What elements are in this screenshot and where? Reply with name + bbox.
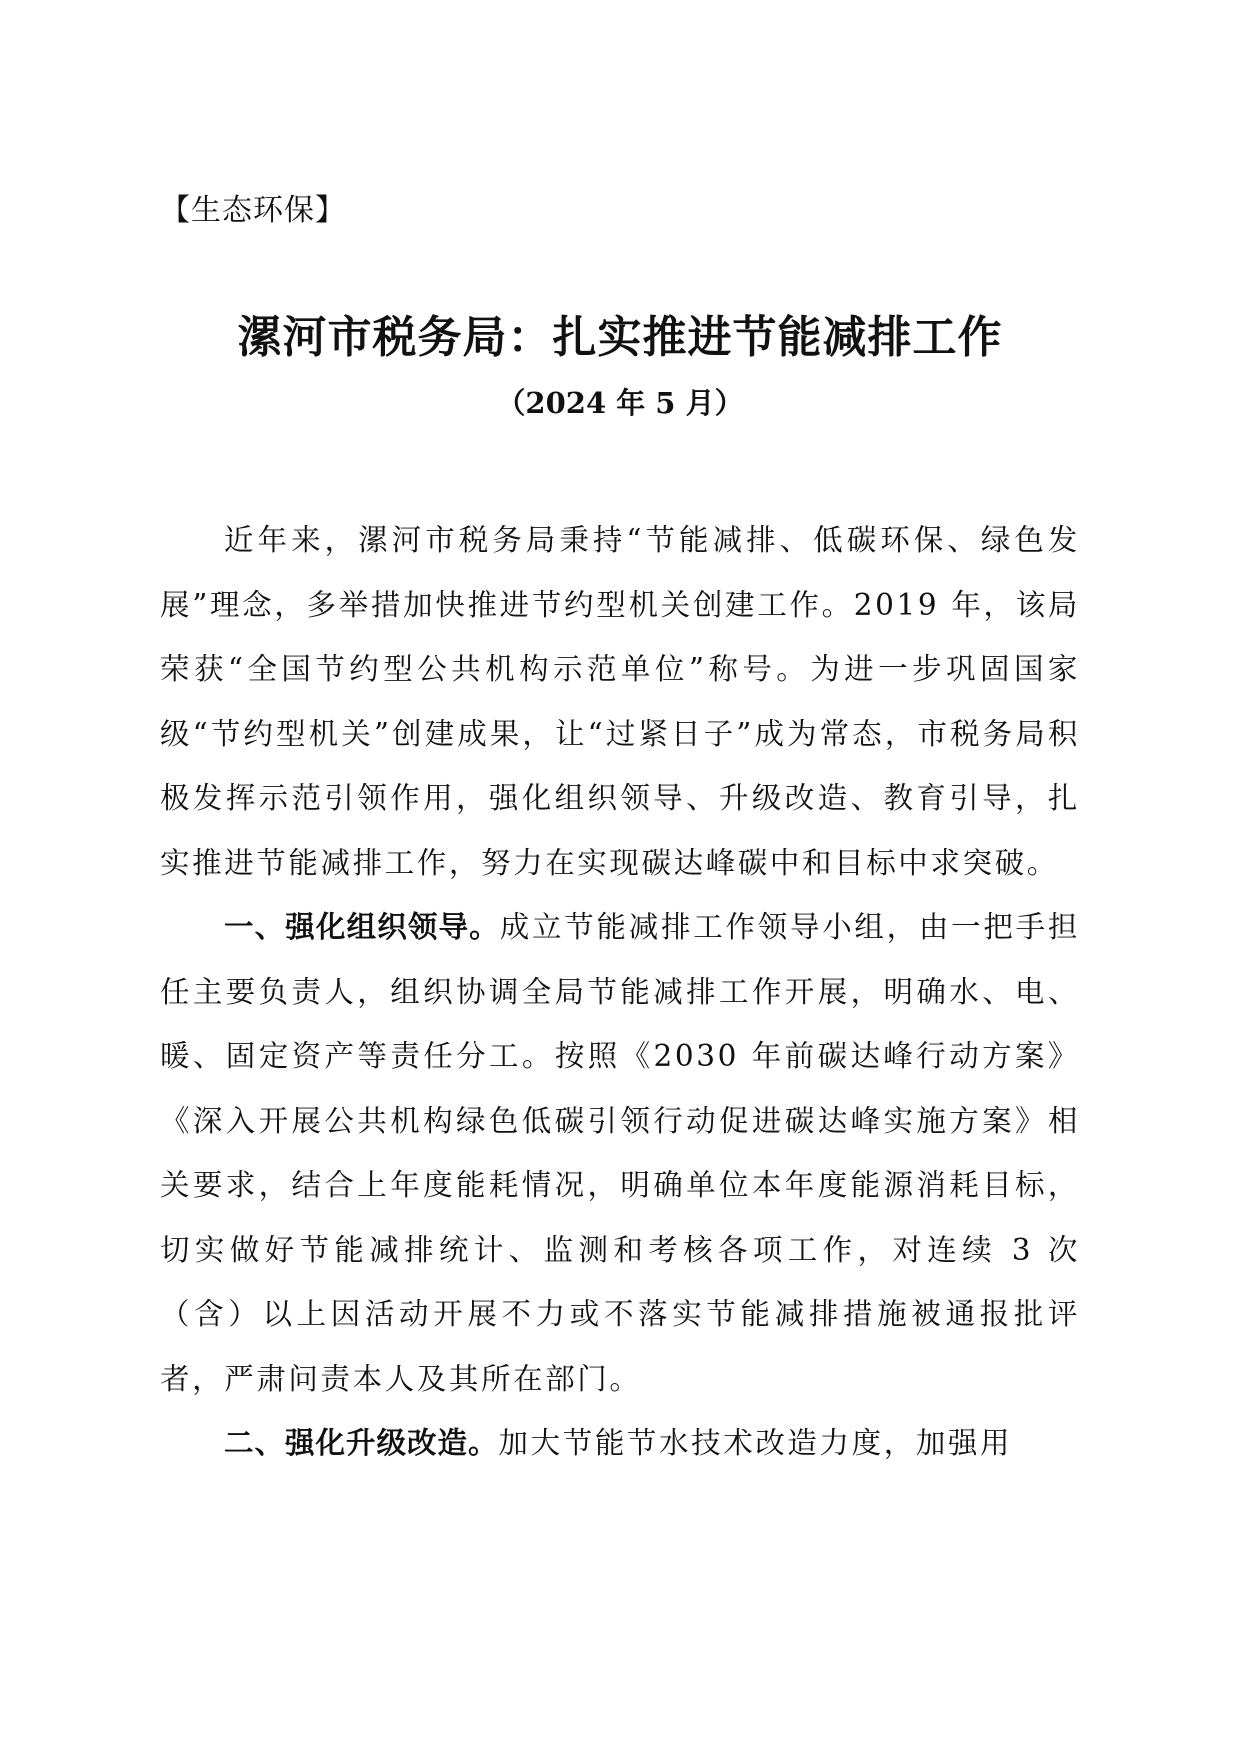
paragraph-text: 加大节能节水技术改造力度，加强用	[498, 1426, 1013, 1460]
paragraph-upgrade	[160, 1411, 1080, 1476]
paragraph-heading: 一、强化组织领导。	[224, 910, 500, 944]
article-body	[160, 508, 1080, 1476]
paragraph-intro	[160, 508, 1080, 895]
category-label: 【生态环保】	[160, 193, 346, 228]
document-title: 漯河市税务局：扎实推进节能减排工作	[237, 312, 1003, 363]
document-date: （2024 年 5 月）	[496, 386, 744, 420]
paragraph-organization	[160, 895, 1080, 1411]
paragraph-text: 成立节能减排工作领导小组，由一把手担任主要负责人，组织协调全局节能减排工作开展，明确水、电、暖、固定资产等责任分工。按照《2030 年前碳达峰行动方案》《深入开展公共机构绿色低碳引领行动促进碳达峰实施方案》相关要求，结合上年度能耗情况，明确单位本年度能源消耗目标，切实做好节能减排统计、监测和考核各项工作，对连续 3 次（含）以上因活动开展不力或不落实节能减排措施被通报批评者，严肃问责本人及其所在部门。	[160, 910, 1080, 1396]
paragraph-text: 近年来，漯河市税务局秉持“节能减排、低碳环保、绿色发展”理念，多举措加快推进节约型机关创建工作。2019 年，该局荣获“全国节约型公共机构示范单位”称号。为进一步巩固国家级“节约型机关”创建成果，让“过紧日子”成为常态，市税务局积极发挥示范引领作用，强化组织领导、升级改造、教育引导，扎实推进节能减排工作，努力在实现碳达峰碳中和目标中求突破。	[160, 523, 1080, 880]
paragraph-heading: 二、强化升级改造。	[224, 1426, 499, 1460]
